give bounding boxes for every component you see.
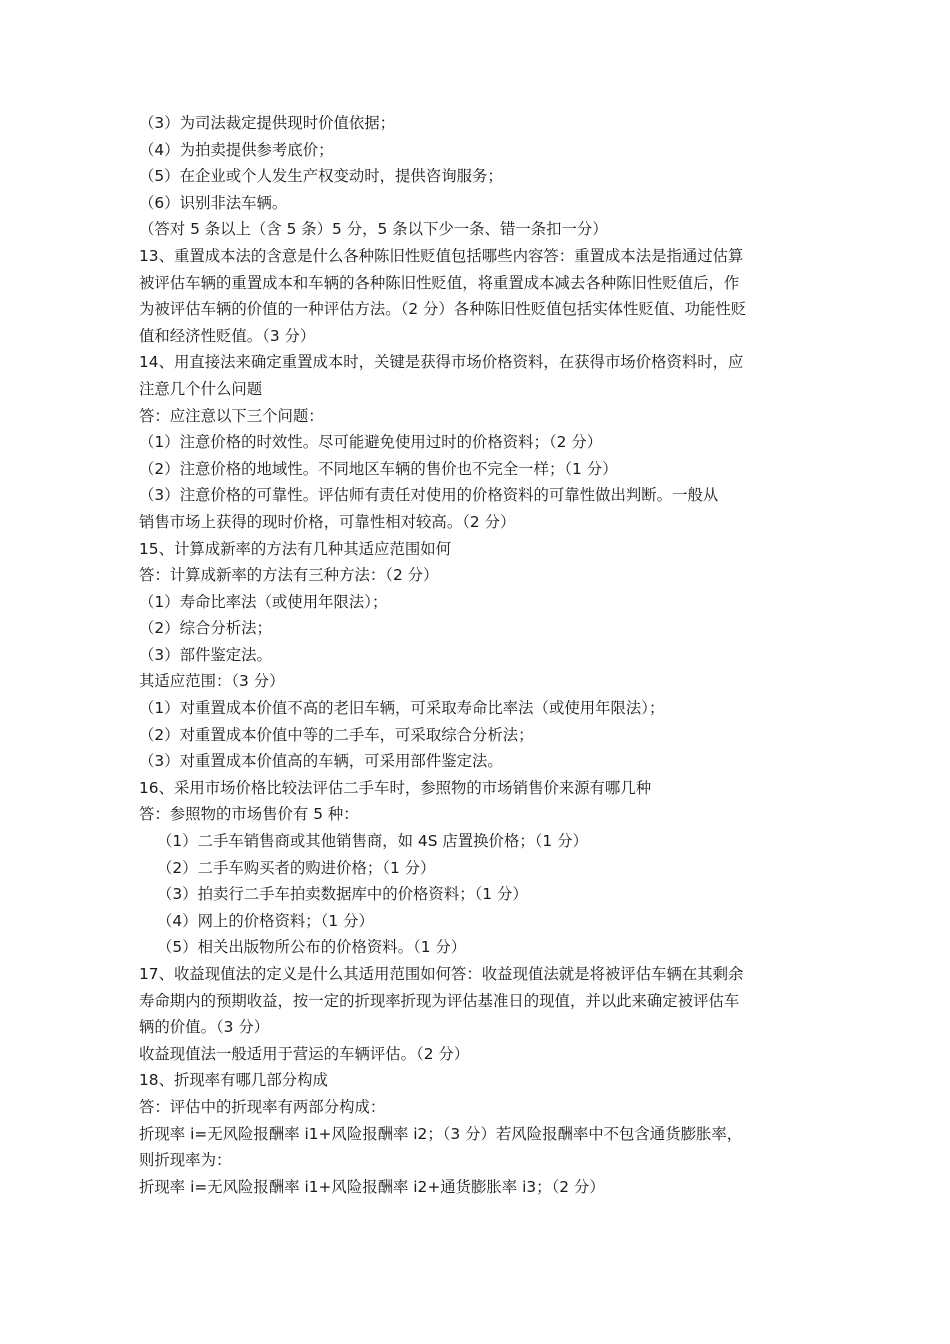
text-line: 答：应注意以下三个问题： [139,406,324,425]
text-line: （3）为司法裁定提供现时价值依据； [139,114,396,132]
text-line: 为被评估车辆的价值的一种评估方法。（2 分）各种陈旧性贬值包括实体性贬值、功能性贬 [139,300,747,319]
text-line: （3）部件鉴定法。 [139,645,272,664]
text-line: （2）二手车购买者的购进价格；（1 分） [157,858,436,877]
text-line: 折现率 i=无风险报酬率 i1+风险报酬率 i2+通货膨胀率 i3；（2 分） [139,1177,605,1196]
text-line: 答：参照物的市场售价有 5 种： [139,805,359,824]
text-line: 13、重置成本法的含意是什么各种陈旧性贬值包括哪些内容答：重置成本法是指通过估算 [139,246,744,265]
text-line: （4）网上的价格资料；（1 分） [157,911,374,930]
text-line: 被评估车辆的重置成本和车辆的各种陈旧性贬值，将重置成本减去各种陈旧性贬值后，作 [139,273,740,292]
text-line: 注意几个什么问题 [139,379,263,398]
text-line: （4）为拍卖提供参考底价； [139,140,334,159]
text-line: （5）在企业或个人发生产权变动时，提供咨询服务； [139,167,503,186]
text-line: （6）识别非法车辆。 [139,193,288,212]
text-line: 16、采用市场价格比较法评估二手车时，参照物的市场销售价来源有哪几种 [139,778,652,797]
text-line: （2）注意价格的地域性。不同地区车辆的售价也不完全一样；（1 分） [139,459,618,478]
text-line: （1）二手车销售商或其他销售商，如 4S 店置换价格；（1 分） [157,832,588,851]
text-line: 18、折现率有哪几部分构成 [139,1071,328,1090]
text-line: 则折现率为： [139,1151,232,1170]
text-line: （答对 5 条以上（含 5 条）5 分，5 条以下少一条、错一条扣一分） [139,220,608,239]
text-line: （2）对重置成本价值中等的二手车，可采取综合分析法； [139,725,534,744]
text-line: （1）注意价格的时效性。尽可能避免使用过时的价格资料；（2 分） [139,433,603,452]
text-line: 答：评估中的折现率有两部分构成： [139,1097,386,1116]
document-body [139,110,829,1200]
text-line: （3）注意价格的可靠性。评估师有责任对使用的价格资料的可靠性做出判断。一般从 [139,486,719,505]
text-line: 辆的价值。（3 分） [139,1018,270,1037]
text-line: （1）寿命比率法（或使用年限法）； [139,592,388,611]
text-line: （5）相关出版物所公布的价格资料。（1 分） [157,938,467,957]
text-line: 其适应范围：（3 分） [139,672,285,691]
text-line: 17、收益现值法的定义是什么其适用范围如何答：收益现值法就是将被评估车辆在其剩余 [139,965,744,983]
text-line: 折现率 i=无风险报酬率 i1+风险报酬率 i2；（3 分）若风险报酬率中不包含通货膨胀率， [139,1124,743,1143]
text-line: 收益现值法一般适用于营运的车辆评估。（2 分） [139,1044,470,1063]
text-line: 15、计算成新率的方法有几种其适应范围如何 [139,539,452,558]
text-line: （3）对重置成本价值高的车辆，可采用部件鉴定法。 [139,752,503,771]
text-line: 销售市场上获得的现时价格，可靠性相对较高。（2 分） [139,512,516,531]
text-line: 答：计算成新率的方法有三种方法：（2 分） [139,566,439,585]
text-line: （3）拍卖行二手车拍卖数据库中的价格资料；（1 分） [157,885,528,904]
text-line: 14、用直接法来确定重置成本时，关键是获得市场价格资料，在获得市场价格资料时，应 [139,353,744,372]
text-line: 寿命期内的预期收益，按一定的折现率折现为评估基准日的现值，并以此来确定被评估车 [139,991,740,1010]
text-line: 值和经济性贬值。（3 分） [139,326,316,345]
text-line: （2）综合分析法； [139,619,272,638]
text-line: （1）对重置成本价值不高的老旧车辆，可采取寿命比率法（或使用年限法）； [139,699,665,718]
